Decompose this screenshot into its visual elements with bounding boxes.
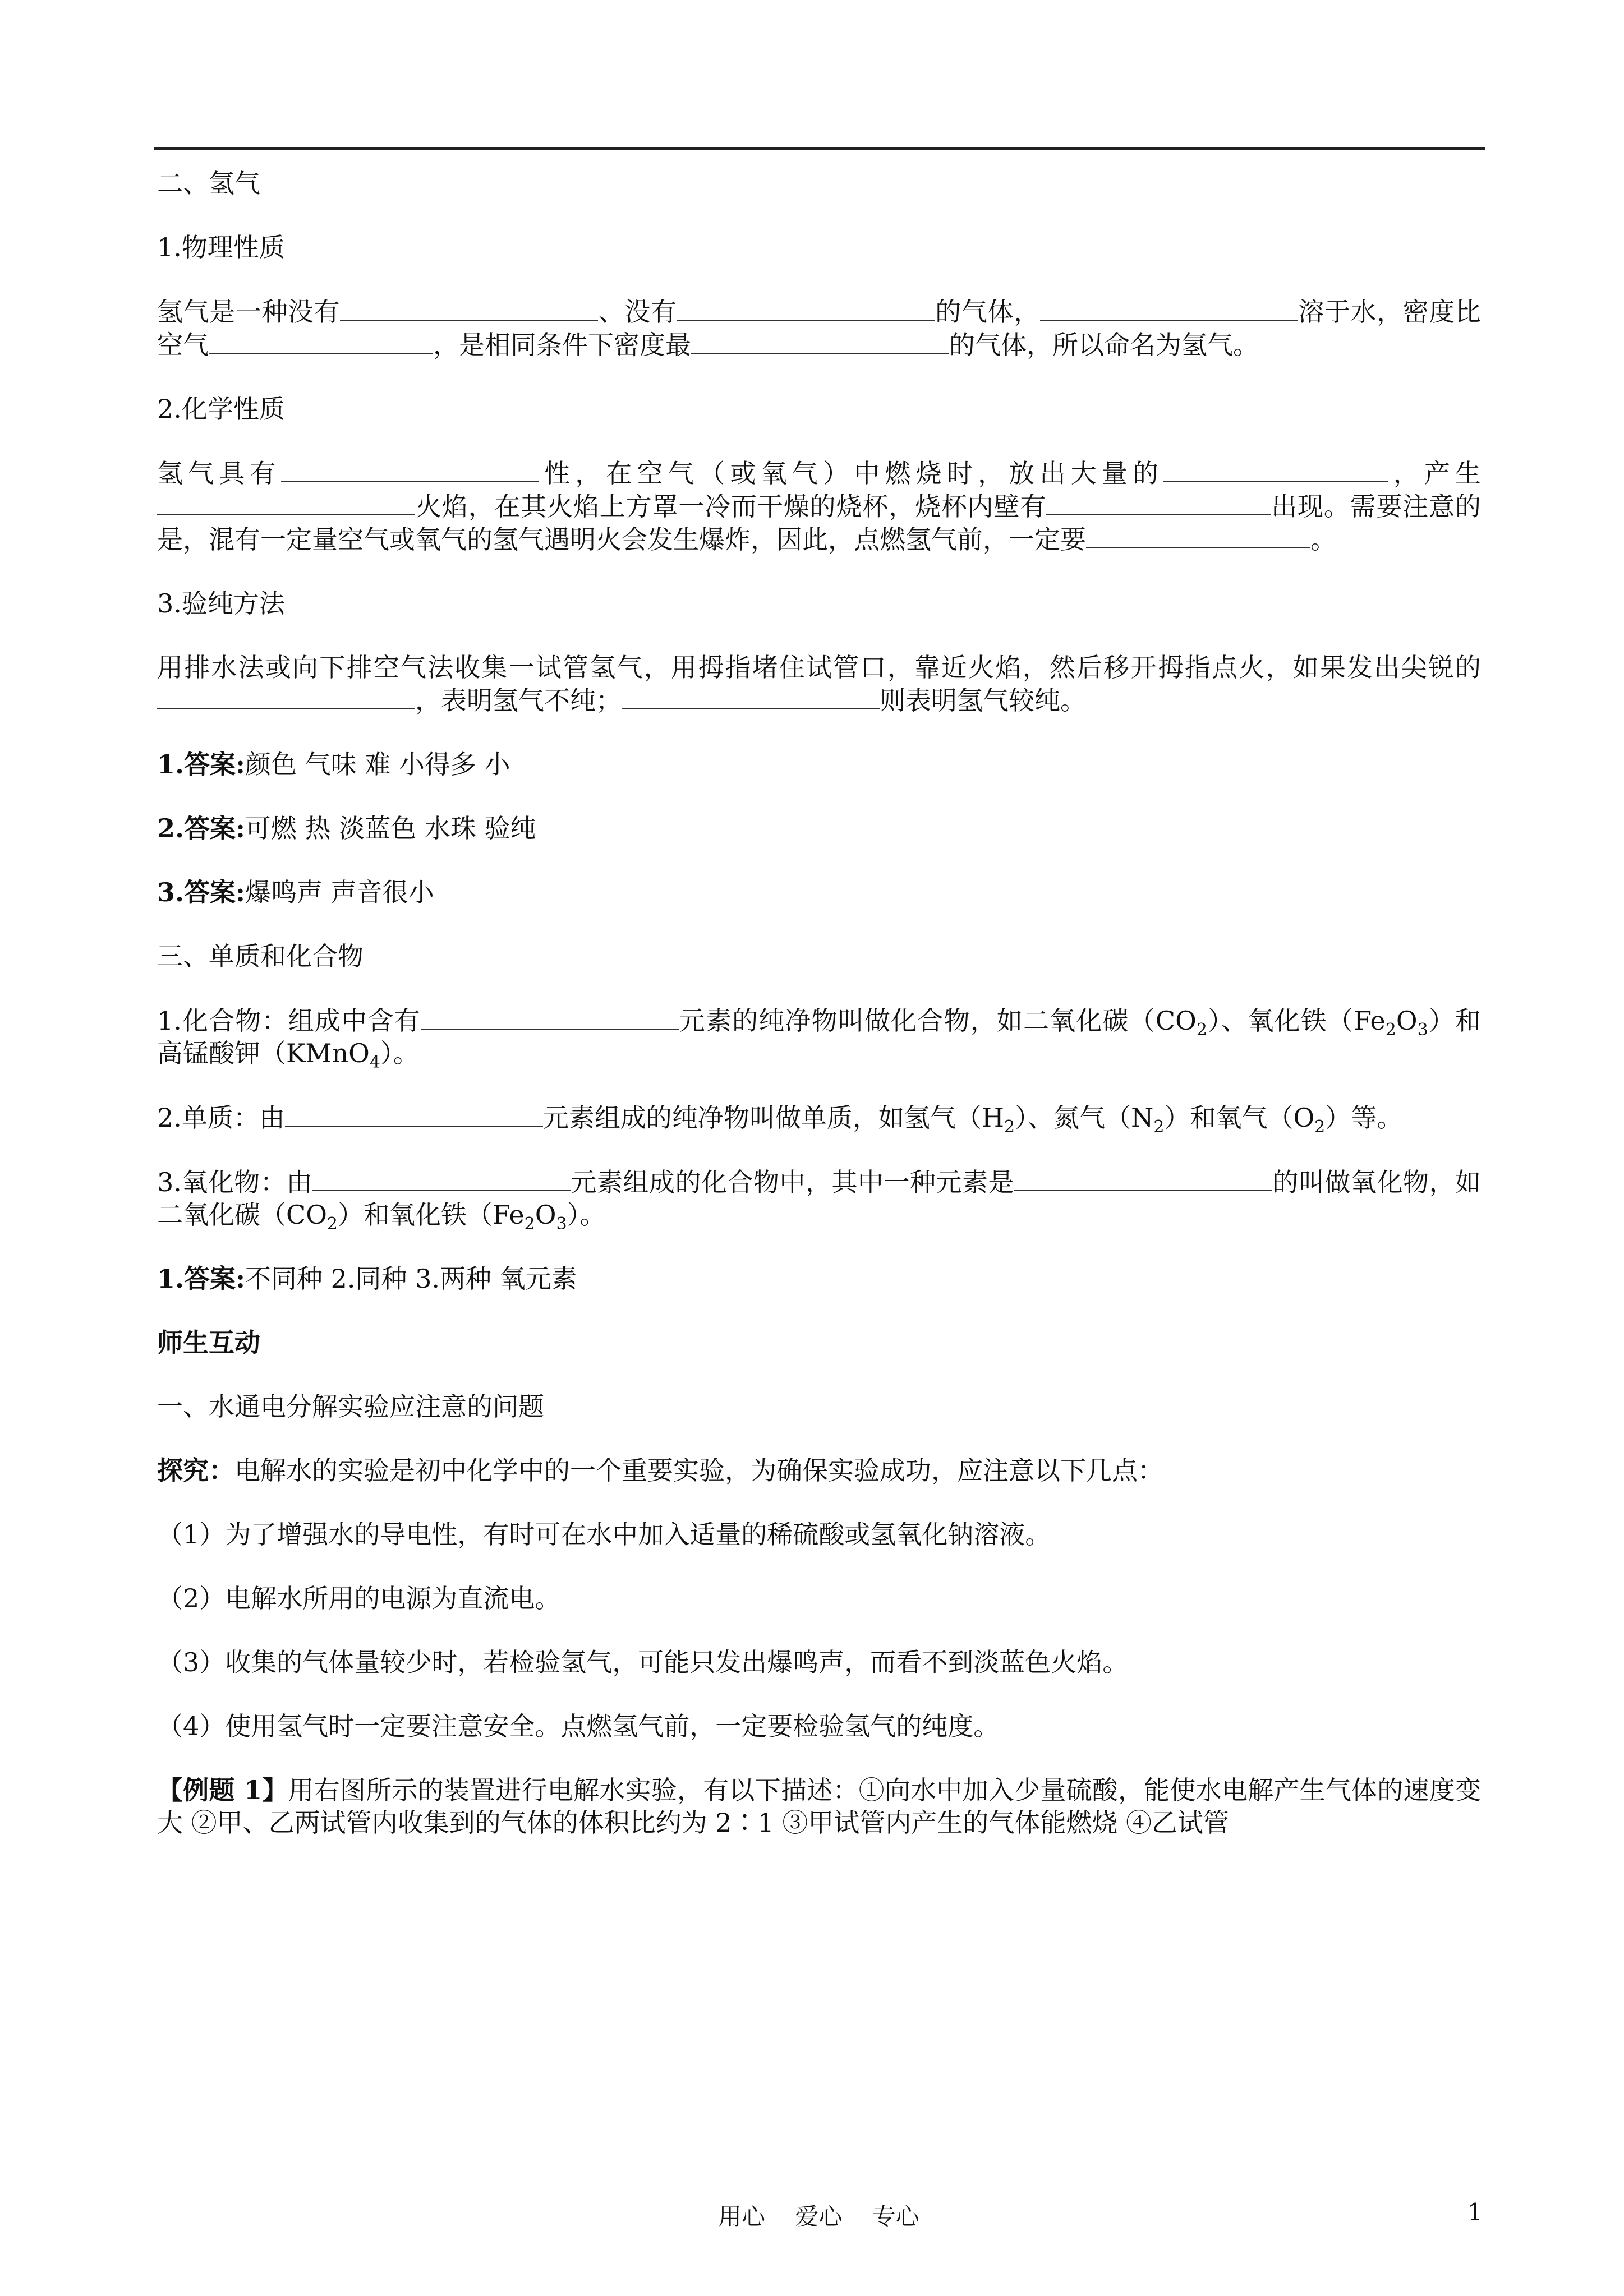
paragraph-purity-test: 用排水法或向下排空气法收集一试管氢气，用拇指堵住试管口，靠近火焰，然后移开拇指点火，如果发出尖锐的，表明氢气不纯； 则表明氢气较纯。: [157, 652, 1481, 716]
paragraph-chemical-properties: 氢气具有 性，在空气（或氧气）中燃烧时，放出大量的 ，产生火焰，在其火焰上方罩一冷而干燥的烧杯，烧杯内壁有 出现。需要注意的是，混有一定量空气或氧气的氢气遇明火会发生爆炸，因此，点燃氢气前，一定要 。: [157, 457, 1481, 556]
paragraph-oxide: 3.氧化物：由 元素组成的化合物中，其中一种元素是 的叫做氧化物，如二氧化碳$(CO_2)$和氧化铁$(Fe_2O_3)$。: [157, 1165, 1481, 1231]
paragraph-example-1: 【例题 1】用右图所示的装置进行电解水实验，有以下描述：①向水中加入少量硫酸，能使水电解产生气体的速度变大 ②甲、乙两试管内收集到的气体的体积比约为 2∶1 ③甲试管内产生的气体能燃烧 ④乙试管: [157, 1775, 1481, 1838]
fill-blank[interactable]: [1086, 523, 1310, 548]
answer-line: 3.答案:爆鸣声 声音很小: [157, 877, 434, 907]
page-number: 1: [1467, 2198, 1483, 2226]
fill-blank[interactable]: [209, 328, 433, 354]
answer-line: 1.答案:不同种 2.同种 3.两种 氧元素: [157, 1264, 577, 1294]
fill-blank[interactable]: [1046, 490, 1271, 515]
fill-blank[interactable]: [340, 295, 598, 321]
list-item: （3）收集的气体量较少时，若检验氢气，可能只发出爆鸣声，而看不到淡蓝色火焰。: [157, 1647, 1129, 1677]
paragraph-physical-properties: 氢气是一种没有 、没有 的气体， 溶于水，密度比空气 ，是相同条件下密度最 的气体，所以命名为氢气。: [157, 295, 1481, 361]
fill-blank[interactable]: [1040, 295, 1298, 321]
footer-slogan: 用心 爱心 专心: [718, 2203, 919, 2230]
answer-line: 2.答案:可燃 热 淡蓝色 水珠 验纯: [157, 813, 536, 843]
fill-blank[interactable]: [677, 295, 935, 321]
fill-blank[interactable]: [312, 1165, 571, 1191]
fill-blank[interactable]: [421, 1004, 679, 1030]
paragraph-element: 2.单质：由 元素组成的纯净物叫做单质，如氢气$(H_2)$、氮气$(N_2)$和氧气$(O_2)$等。: [157, 1101, 1481, 1134]
subsection-chemical-properties: 2.化学性质: [157, 394, 285, 424]
fill-blank[interactable]: [1014, 1165, 1272, 1191]
document-body: [157, 167, 1481, 1870]
list-item: （4）使用氢气时一定要注意安全。点燃氢气前，一定要检验氢气的纯度。: [157, 1711, 1000, 1741]
section-title-hydrogen: 二、氢气: [157, 168, 260, 199]
fill-blank[interactable]: [622, 684, 880, 709]
subsection-physical-properties: 1.物理性质: [157, 232, 285, 262]
subsection-purity-test: 3.验纯方法: [157, 588, 285, 619]
section-title-elements-compounds: 三、单质和化合物: [157, 941, 364, 971]
fill-blank[interactable]: [1163, 457, 1388, 482]
subsection-electrolysis-notes: 一、水通电分解实验应注意的问题: [157, 1391, 544, 1422]
paragraph-compound: 1.化合物：组成中含有 元素的纯净物叫做化合物，如二氧化碳$(CO_2)$、氧化铁$(Fe_2O_3)$和高锰酸钾（KMnO$_4$）。: [157, 1004, 1481, 1069]
list-item: （2）电解水所用的电源为直流电。: [157, 1583, 561, 1613]
answer-line: 1.答案:颜色 气味 难 小得多 小: [157, 749, 510, 780]
fill-blank[interactable]: [281, 457, 539, 482]
list-item: （1）为了增强水的导电性，有时可在水中加入适量的稀硫酸或氢氧化钠溶液。: [157, 1519, 1051, 1550]
fill-blank[interactable]: [691, 328, 949, 354]
fill-blank[interactable]: [285, 1101, 543, 1127]
header-rule: [154, 147, 1485, 150]
fill-blank[interactable]: [157, 684, 415, 709]
fill-blank[interactable]: [157, 490, 415, 515]
section-title-interaction: 师生互动: [157, 1327, 260, 1358]
paragraph-explore: 探究：电解水的实验是初中化学中的一个重要实验，为确保实验成功，应注意以下几点：: [157, 1455, 1163, 1486]
